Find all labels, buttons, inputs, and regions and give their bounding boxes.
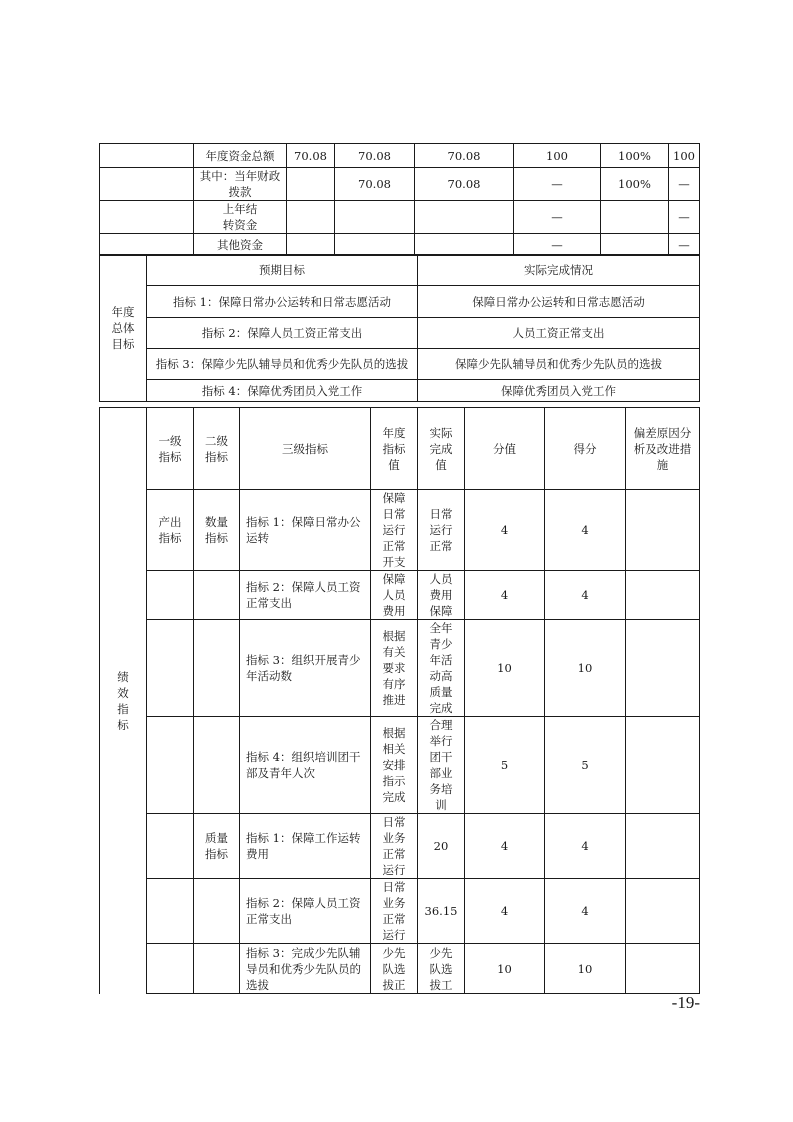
table-row	[100, 490, 700, 571]
goal-row	[100, 286, 700, 318]
cell-level1	[147, 620, 194, 717]
cell-weight: 10	[465, 944, 545, 994]
funds-rate: 100%	[601, 168, 669, 201]
goal-row	[100, 349, 700, 380]
cell-actual: 合理举行团干部业务培训	[418, 717, 465, 814]
cell-actual: 20	[418, 814, 465, 879]
cell-score: 5	[545, 717, 626, 814]
cell-actual: 少先队选拔工	[418, 944, 465, 994]
cell-level3: 指标 2：保障人员工资正常支出	[240, 571, 371, 620]
cell-score: 4	[545, 490, 626, 571]
goal-expected: 指标 3：保障少先队辅导员和优秀少先队员的选拔	[147, 349, 418, 380]
table-row	[100, 879, 700, 944]
cell-target: 日常业务正常运行	[371, 879, 418, 944]
funds-executed	[415, 201, 514, 234]
funds-adjusted: 70.08	[335, 168, 415, 201]
funds-budget	[287, 201, 335, 234]
funds-score: —	[669, 234, 700, 256]
cell-weight: 5	[465, 717, 545, 814]
header-weight: 分值	[465, 408, 545, 490]
cell-target: 根据相关安排指示完成	[371, 717, 418, 814]
cell-deviation	[626, 490, 700, 571]
goal-row	[100, 380, 700, 402]
cell-level2: 质量指标	[194, 814, 240, 879]
cell-deviation	[626, 944, 700, 994]
funds-label: 其他资金	[194, 234, 287, 256]
cell-score: 4	[545, 814, 626, 879]
table-row	[100, 814, 700, 879]
funds-score-value: 100	[514, 144, 601, 168]
goal-actual: 保障少先队辅导员和优秀少先队员的选拔	[418, 349, 700, 380]
cell-target: 少先队选拔正	[371, 944, 418, 994]
table-row	[100, 620, 700, 717]
funds-row-blank	[100, 234, 194, 256]
performance-table	[99, 407, 700, 994]
funds-adjusted	[335, 201, 415, 234]
goal-expected: 指标 2：保障人员工资正常支出	[147, 318, 418, 349]
funds-budget: 70.08	[287, 144, 335, 168]
cell-deviation	[626, 879, 700, 944]
funds-executed	[415, 234, 514, 256]
page-number: -19-	[671, 993, 700, 1012]
funds-label: 上年结转资金	[194, 201, 287, 234]
cell-deviation	[626, 571, 700, 620]
funds-score-value: —	[514, 201, 601, 234]
funds-rate: 100%	[601, 144, 669, 168]
cell-target: 保障人员费用	[371, 571, 418, 620]
annual-goals-label: 年度总体目标	[100, 255, 147, 402]
cell-score: 4	[545, 879, 626, 944]
funds-executed: 70.08	[415, 168, 514, 201]
cell-actual: 人员费用保障	[418, 571, 465, 620]
funds-score: 100	[669, 144, 700, 168]
cell-actual: 日常运行正常	[418, 490, 465, 571]
funds-label: 年度资金总额	[194, 144, 287, 168]
cell-level3: 指标 3：组织开展青少年活动数	[240, 620, 371, 717]
funds-row	[100, 144, 700, 168]
cell-deviation	[626, 620, 700, 717]
cell-deviation	[626, 814, 700, 879]
cell-level3: 指标 2：保障人员工资正常支出	[240, 879, 371, 944]
header-level2: 二级指标	[194, 408, 240, 490]
funds-row	[100, 201, 700, 234]
funds-row-blank	[100, 144, 194, 168]
goal-expected: 指标 4：保障优秀团员入党工作	[147, 380, 418, 402]
goal-expected: 指标 1：保障日常办公运转和日常志愿活动	[147, 286, 418, 318]
cell-level2	[194, 571, 240, 620]
cell-level3: 指标 1：保障工作运转费用	[240, 814, 371, 879]
funds-table	[99, 143, 700, 256]
cell-weight: 10	[465, 620, 545, 717]
funds-score-value: —	[514, 234, 601, 256]
funds-adjusted	[335, 234, 415, 256]
cell-level1	[147, 814, 194, 879]
funds-row	[100, 234, 700, 256]
cell-target: 保障日常运行正常开支	[371, 490, 418, 571]
cell-weight: 4	[465, 879, 545, 944]
cell-level3: 指标 4：组织培训团干部及青年人次	[240, 717, 371, 814]
cell-level3: 指标 1：保障日常办公运转	[240, 490, 371, 571]
cell-weight: 4	[465, 490, 545, 571]
funds-row-blank	[100, 168, 194, 201]
cell-level2	[194, 717, 240, 814]
cell-level1	[147, 717, 194, 814]
table-row	[100, 717, 700, 814]
goal-actual: 保障优秀团员入党工作	[418, 380, 700, 402]
cell-level1: 产出指标	[147, 490, 194, 571]
funds-label: 其中：当年财政拨款	[194, 168, 287, 201]
funds-executed: 70.08	[415, 144, 514, 168]
table-row	[100, 571, 700, 620]
cell-level2	[194, 620, 240, 717]
performance-header-row	[100, 408, 700, 490]
funds-score-value: —	[514, 168, 601, 201]
goal-actual: 保障日常办公运转和日常志愿活动	[418, 286, 700, 318]
performance-label: 绩效指标	[100, 408, 147, 994]
cell-level2	[194, 944, 240, 994]
funds-score: —	[669, 201, 700, 234]
cell-level2	[194, 879, 240, 944]
header-level1: 一级指标	[147, 408, 194, 490]
funds-row	[100, 168, 700, 201]
cell-level3: 指标 3：完成少先队辅导员和优秀少先队员的选拔	[240, 944, 371, 994]
cell-level1	[147, 879, 194, 944]
cell-actual: 全年青少年活动高质量完成	[418, 620, 465, 717]
funds-rate	[601, 234, 669, 256]
expected-header: 预期目标	[147, 255, 418, 286]
header-actual: 实际完成值	[418, 408, 465, 490]
funds-rate	[601, 201, 669, 234]
cell-actual: 36.15	[418, 879, 465, 944]
funds-budget	[287, 234, 335, 256]
cell-level1	[147, 944, 194, 994]
annual-goals-table	[99, 254, 700, 402]
header-level3: 三级指标	[240, 408, 371, 490]
funds-row-blank	[100, 201, 194, 234]
cell-level1	[147, 571, 194, 620]
cell-target: 根据有关要求有序推进	[371, 620, 418, 717]
goal-actual: 人员工资正常支出	[418, 318, 700, 349]
funds-score: —	[669, 168, 700, 201]
header-deviation: 偏差原因分析及改进措施	[626, 408, 700, 490]
funds-budget	[287, 168, 335, 201]
header-score: 得分	[545, 408, 626, 490]
cell-score: 10	[545, 944, 626, 994]
table-row	[100, 944, 700, 994]
actual-header: 实际完成情况	[418, 255, 700, 286]
header-target: 年度指标值	[371, 408, 418, 490]
cell-weight: 4	[465, 814, 545, 879]
goal-row	[100, 318, 700, 349]
cell-score: 4	[545, 571, 626, 620]
cell-score: 10	[545, 620, 626, 717]
funds-adjusted: 70.08	[335, 144, 415, 168]
cell-deviation	[626, 717, 700, 814]
cell-weight: 4	[465, 571, 545, 620]
cell-level2: 数量指标	[194, 490, 240, 571]
cell-target: 日常业务正常运行	[371, 814, 418, 879]
